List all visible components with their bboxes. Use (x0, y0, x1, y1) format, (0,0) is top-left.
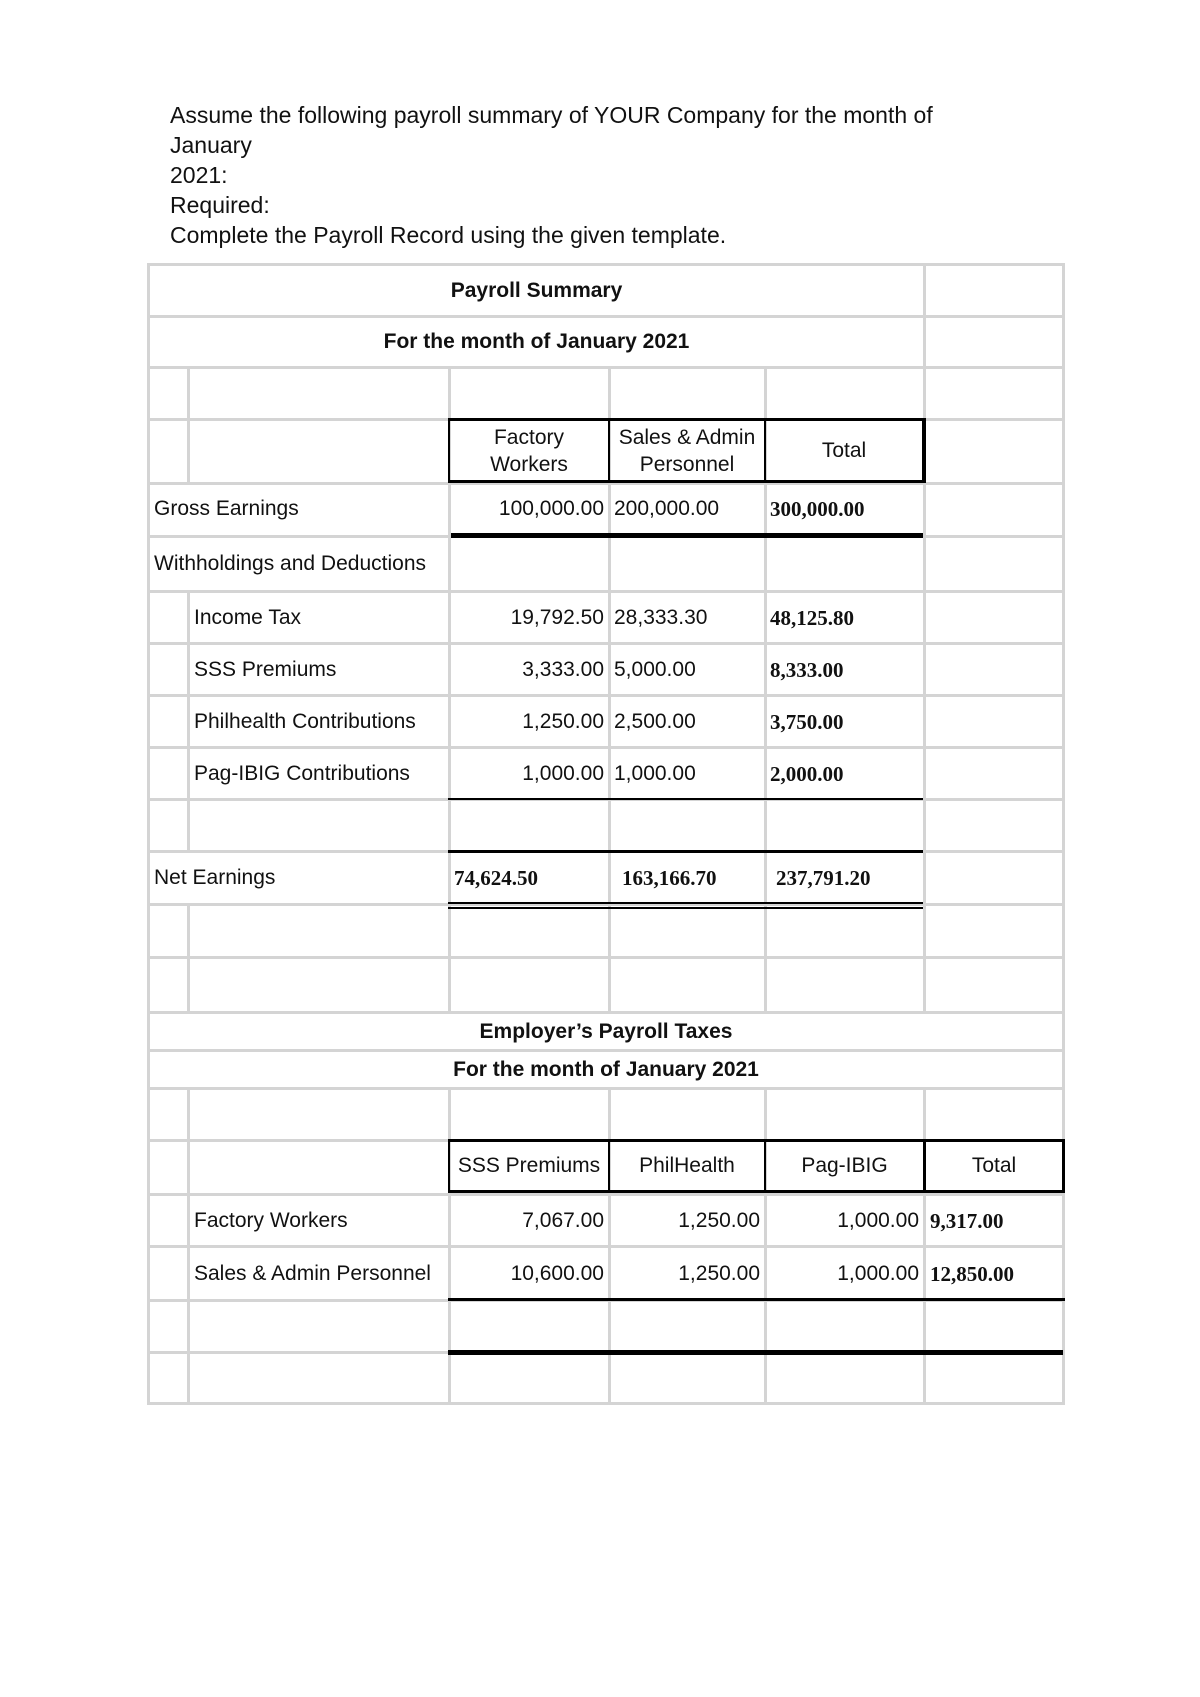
gross-factory-value: 100,000.00 (498, 497, 604, 520)
sss-total-value: 8,333.00 (770, 657, 844, 682)
sales-philhealth-value: 1,250.00 (678, 1261, 760, 1285)
col-header-line: Sales & Admin (618, 425, 756, 449)
income-tax-total-value: 48,125.80 (770, 605, 854, 630)
net-sales-value: 163,166.70 (622, 865, 717, 890)
income-tax-sales-value: 28,333.30 (614, 605, 708, 629)
instruction-line: January (170, 132, 252, 158)
row-label-philhealth: Philhealth Contributions (194, 709, 416, 733)
sss-factory-value: 3,333.00 (522, 657, 604, 681)
employer-taxes-subtitle: For the month of January 2021 (453, 1057, 759, 1081)
factory-sss-value: 7,067.00 (522, 1208, 604, 1232)
factory-philhealth-value: 1,250.00 (678, 1208, 760, 1232)
philhealth-total-value: 3,750.00 (770, 709, 844, 734)
factory-employer-total-value: 9,317.00 (930, 1208, 1004, 1233)
factory-pagibig-value: 1,000.00 (837, 1208, 919, 1232)
gross-total-value: 300,000.00 (770, 497, 865, 521)
col-header-line: Factory (493, 425, 564, 449)
summary-subtitle: For the month of January 2021 (383, 330, 690, 353)
row-label-net-earnings: Net Earnings (154, 865, 276, 889)
instruction-line: Required: (170, 192, 270, 218)
philhealth-sales-value: 2,500.00 (614, 709, 696, 733)
row-label-sales-admin: Sales & Admin Personnel (194, 1261, 431, 1285)
pagibig-total-value: 2,000.00 (770, 761, 844, 786)
col-header-employer-total: Total (971, 1154, 1017, 1177)
col-header-line: Workers (490, 452, 568, 476)
col-header-sales-admin (610, 421, 764, 480)
row-label-factory-workers: Factory Workers (194, 1208, 348, 1232)
gross-sales-value: 200,000.00 (614, 497, 720, 520)
pagibig-factory-value: 1,000.00 (522, 761, 604, 785)
row-label-withholdings: Withholdings and Deductions (154, 552, 426, 575)
net-total-value: 237,791.20 (776, 865, 871, 890)
net-factory-value: 74,624.50 (454, 865, 538, 890)
col-header-total: Total (821, 438, 867, 462)
sales-sss-value: 10,600.00 (510, 1261, 604, 1285)
row-label-income-tax: Income Tax (194, 605, 301, 629)
col-header-factory-workers (450, 421, 608, 480)
employer-taxes-title: Employer’s Payroll Taxes (479, 1019, 733, 1043)
summary-title: Payroll Summary (450, 278, 623, 302)
pagibig-sales-value: 1,000.00 (614, 761, 696, 785)
col-header-philhealth: PhilHealth (639, 1154, 735, 1177)
income-tax-factory-value: 19,792.50 (510, 605, 604, 629)
philhealth-factory-value: 1,250.00 (522, 709, 604, 733)
col-header-line: Personnel (639, 452, 735, 476)
instructions (170, 100, 933, 250)
row-label-gross-earnings: Gross Earnings (154, 497, 299, 520)
row-label-sss-premiums: SSS Premiums (194, 657, 337, 681)
row-label-pagibig: Pag-IBIG Contributions (194, 761, 410, 785)
sales-employer-total-value: 12,850.00 (930, 1261, 1014, 1286)
sales-pagibig-value: 1,000.00 (837, 1261, 919, 1285)
col-header-sss-premiums: SSS Premiums (457, 1154, 601, 1177)
instruction-line: Assume the following payroll summary of YOUR Company for the month of (170, 102, 933, 128)
col-header-pagibig: Pag-IBIG (801, 1154, 888, 1177)
instruction-line: 2021: (170, 162, 228, 188)
payroll-template-table (147, 263, 1065, 1405)
instruction-line: Complete the Payroll Record using the given template. (170, 222, 727, 248)
sss-sales-value: 5,000.00 (614, 657, 696, 681)
